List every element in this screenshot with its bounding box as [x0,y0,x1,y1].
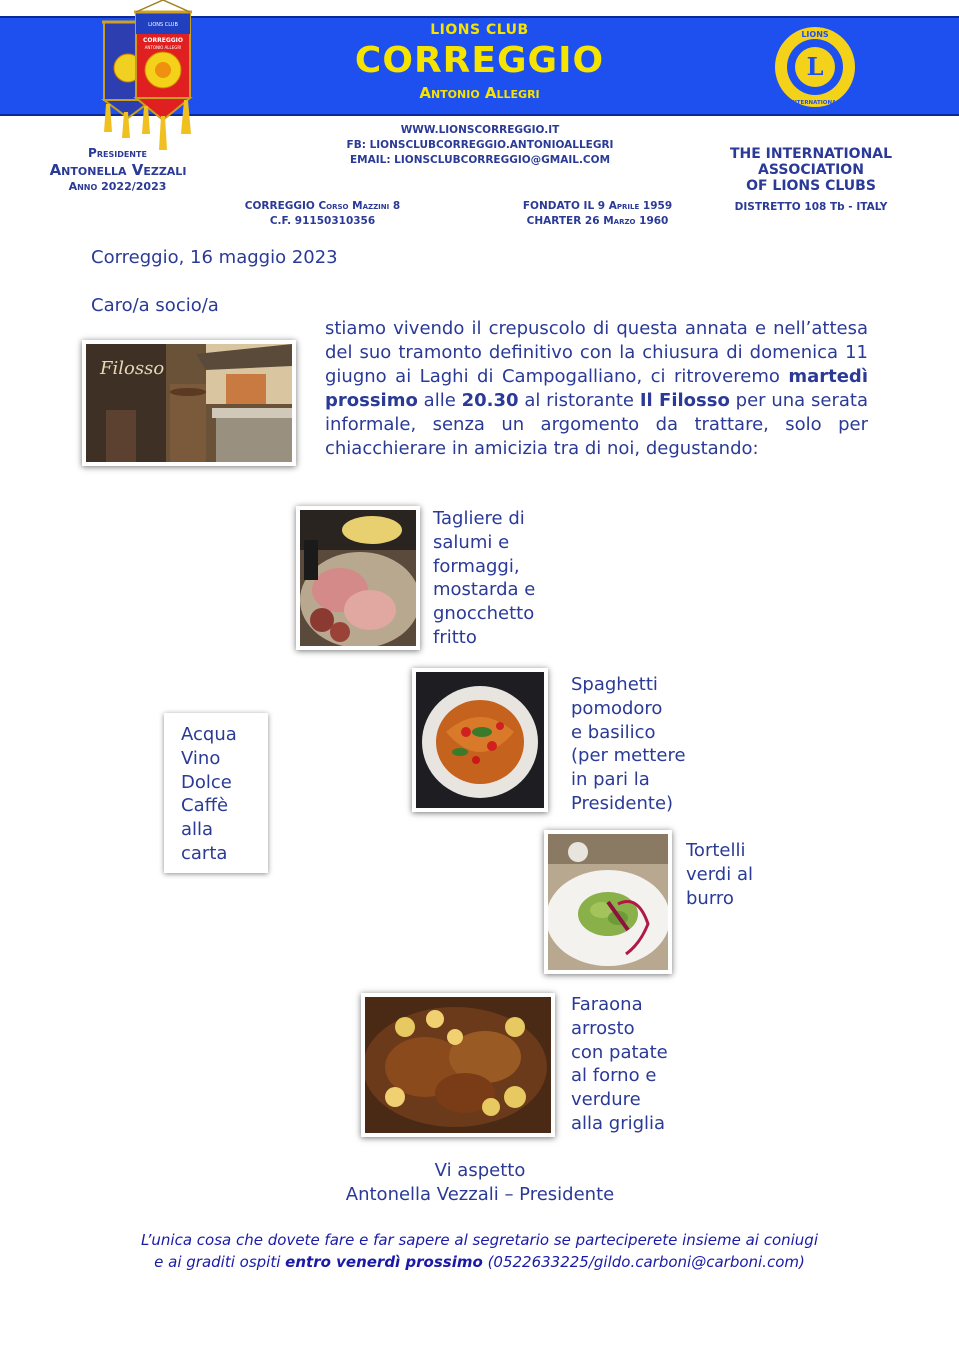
menu-line: verdure [571,1089,641,1111]
intro-day: martedì prossimo [325,366,868,411]
footer-deadline: entro venerdì prossimo [285,1253,483,1271]
menu-line: pomodoro [571,697,663,719]
footer-text: e ai graditi ospiti [154,1253,286,1271]
charter-line: CHARTER 26 Marzo 1960 [526,215,669,227]
logo-text: INTERNATIONAL [790,100,840,106]
founded-line: FONDATO IL 9 Aprile 1959 [522,200,673,212]
footer-note [80,1229,879,1273]
president-title: Presidente [88,146,147,160]
intro-time: 20.30 [461,390,519,411]
footer-line [80,1251,879,1273]
intro-text: alle [417,390,462,411]
logo-letter: L [806,52,824,81]
menu-line: alla griglia [571,1112,666,1134]
menu-line: Tagliere di [433,508,525,529]
footer-line: L’unica cosa che dovete fare e far sapere al segretario se parteciperete insieme ai coniugi [140,1231,818,1249]
president-year: Anno 2022/2023 [68,180,167,193]
dish-label-spaghetti [571,673,686,816]
intro-text: per una serata informale, senza un argomento da trattare, solo per chiacchierare in amicizia tra di noi, degustando: [325,390,868,459]
association-line: THE INTERNATIONAL [729,146,893,162]
pennant-logo [96,0,206,150]
intro-paragraph [325,317,868,461]
lions-international-logo-icon [774,26,856,108]
pennant-text: LIONS CLUB [148,22,178,28]
intro-text: al ristorante [518,390,640,411]
dish-photo-guinea-fowl [361,993,555,1137]
intro-text: stiamo vivendo il crepuscolo di questa annata e nell’attesa del suo tramonto definitivo con la chiusura di domenica 11 giugno ai Laghi di Campogalliano, ci ritroveremo [325,318,868,387]
menu-line: Spaghetti [571,674,658,695]
dish-photo-tortelli [544,830,672,974]
menu-line: fritto [433,626,477,648]
menu-line: alla [181,819,214,841]
menu-line: Presidente) [571,792,674,814]
menu-line: salumi e [433,531,510,553]
menu-line: arrosto [571,1017,635,1039]
menu-line: e basilico [571,721,656,743]
menu-line: Caffè [181,795,229,817]
pennant-text: ANTONIO ALLEGRI [144,45,182,50]
pennant-text: CORREGGIO [142,37,184,44]
menu-line: Acqua [181,724,237,745]
menu-line: (per mettere [571,745,686,767]
dish-photo-spaghetti [412,668,548,812]
menu-line: Tortelli [686,840,746,861]
address-line: CORREGGIO Corso Mazzini 8 [244,200,401,212]
dish-label-guinea-fowl [571,993,668,1136]
drinks-label [181,723,237,866]
menu-line: burro [686,887,734,909]
facebook-link[interactable]: FB: LIONSCLUBCORREGGIO.ANTONIOALLEGRI [346,139,614,151]
dish-label-platter [433,507,535,650]
dish-photo-platter [296,506,420,650]
letter-date: Correggio, 16 maggio 2023 [91,247,338,268]
restaurant-sign: Filosso [100,358,165,379]
intro-restaurant: Il Filosso [639,390,730,411]
president-name: Antonella Vezzali [49,161,187,179]
logo-text: LIONS [801,30,829,39]
dish-label-tortelli [686,839,753,910]
signature-line: Antonella Vezzali – Presidente [345,1184,615,1205]
menu-line: verdi al [686,863,753,885]
club-subtitle: Antonio Allegri [419,84,540,102]
closing-line: Vi aspetto [434,1160,526,1181]
email-link[interactable]: EMAIL: LIONSCLUBCORREGGIO@GMAIL.COM [349,154,611,166]
district: DISTRETTO 108 Tb - ITALY [734,201,888,213]
footer-contact: (0522633225/gildo.carboni@carboni.com) [482,1253,805,1271]
website-link[interactable]: WWW.LIONSCORREGGIO.IT [400,124,560,136]
menu-line: al forno e [571,1065,657,1087]
club-label: LIONS CLUB [430,22,529,38]
association-line: OF LIONS CLUBS [746,178,876,194]
menu-line: Vino [181,747,221,769]
menu-line: Dolce [181,771,232,793]
menu-line: mostarda e [433,579,536,601]
letter-greeting: Caro/a socio/a [91,295,219,316]
menu-line: in pari la [571,769,650,791]
menu-line: con patate [571,1041,668,1063]
menu-line: formaggi, [433,555,520,577]
menu-line: carta [181,842,228,864]
menu-line: gnocchetto [433,603,535,625]
association-line: ASSOCIATION [758,162,864,178]
menu-line: Faraona [571,994,643,1015]
restaurant-photo [82,340,296,466]
club-name: CORREGGIO [354,40,605,81]
tax-code: C.F. 91150310356 [269,215,376,227]
